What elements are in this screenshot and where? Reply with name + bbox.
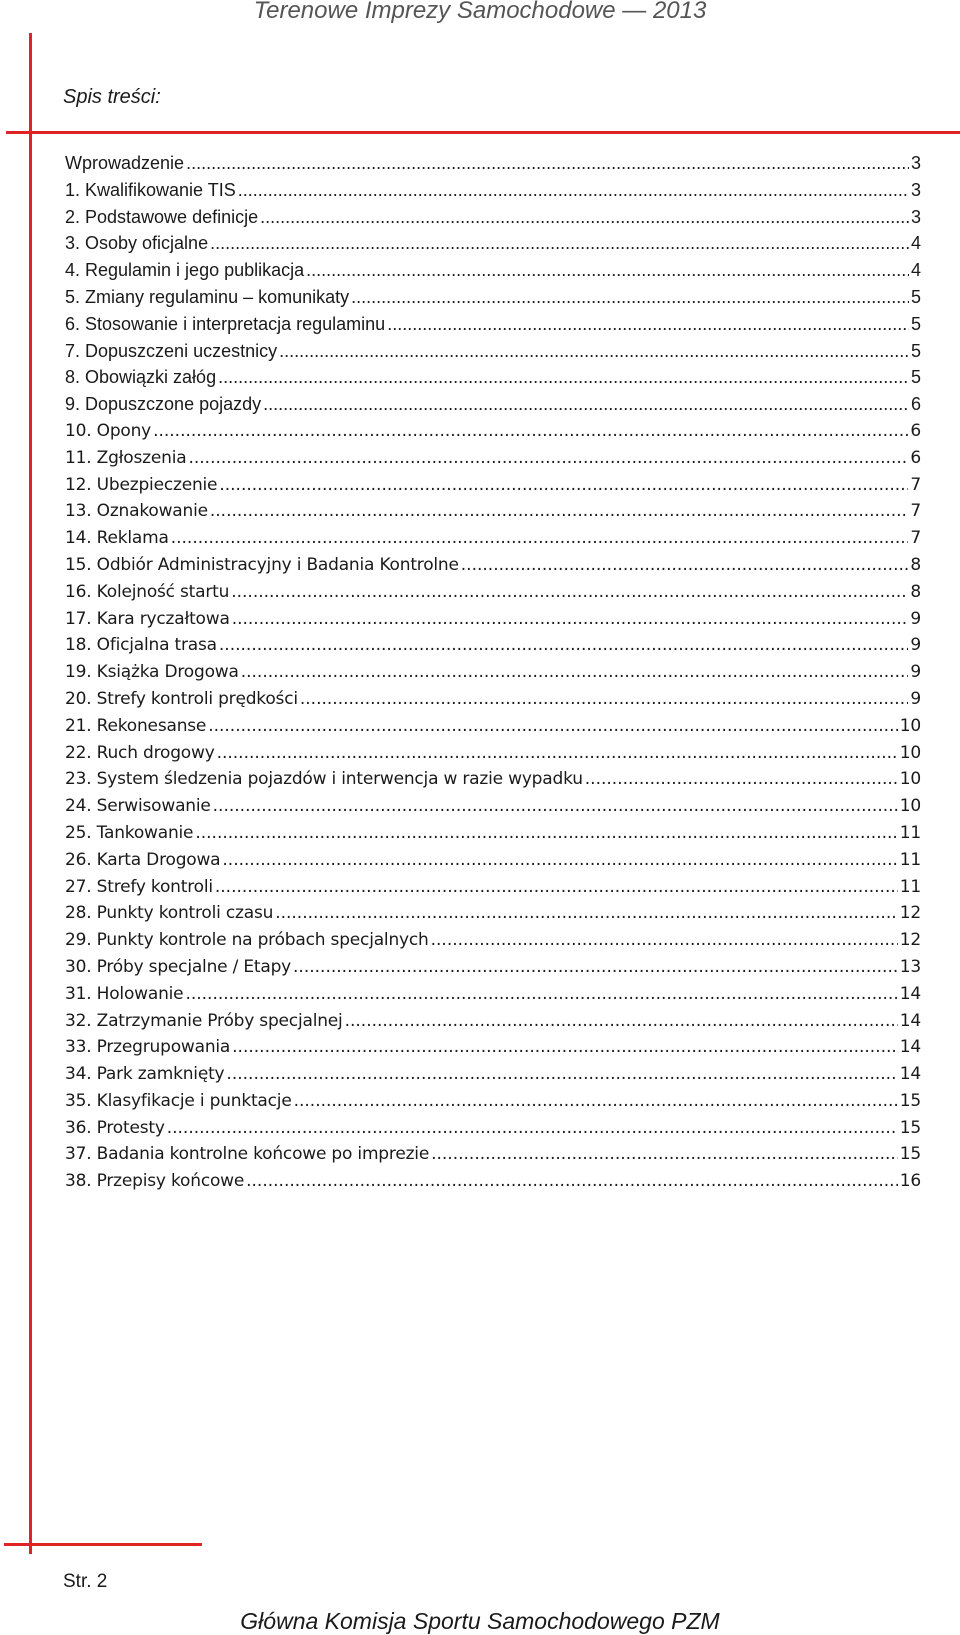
header-rule — [6, 131, 960, 134]
toc-dot-leader — [213, 793, 898, 820]
toc-entry-page: 9 — [910, 662, 921, 683]
running-footer: Główna Komisja Sportu Samochodowego PZM — [240, 1608, 720, 1634]
toc-entry-title: 11. Zgłoszenia — [65, 447, 187, 468]
toc-dot-leader — [275, 900, 898, 927]
toc-entry-title: 31. Holowanie — [65, 983, 184, 1004]
toc-heading: Spis treści: — [63, 86, 161, 108]
toc-entry-page: 5 — [910, 286, 921, 307]
toc-entry-page: 10 — [899, 742, 921, 763]
toc-entry[interactable] — [65, 1034, 921, 1061]
toc-entry-page: 9 — [910, 635, 921, 656]
running-header: Terenowe Imprezy Samochodowe — 2013 — [253, 0, 707, 24]
toc-entry[interactable] — [65, 257, 921, 284]
toc-entry[interactable] — [65, 1061, 921, 1088]
toc-entry[interactable] — [65, 820, 921, 847]
toc-entry-page: 9 — [910, 608, 921, 629]
toc-entry-page: 3 — [910, 153, 921, 173]
toc-entry[interactable] — [65, 498, 921, 525]
toc-dot-leader — [232, 1034, 898, 1061]
toc-entry-title: 22. Ruch drogowy — [65, 742, 215, 763]
toc-dot-leader — [387, 311, 909, 338]
toc-entry-title: Wprowadzenie — [65, 153, 185, 173]
toc-entry-page: 7 — [910, 501, 921, 522]
toc-entry-page: 13 — [899, 956, 921, 977]
toc-entry[interactable] — [65, 552, 921, 579]
toc-dot-leader — [351, 284, 909, 311]
toc-dot-leader — [260, 204, 909, 231]
toc-entry[interactable] — [65, 874, 921, 901]
toc-entry-page: 9 — [910, 688, 921, 709]
toc-entry[interactable] — [65, 284, 921, 311]
toc-entry-title: 24. Serwisowanie — [65, 796, 211, 817]
toc-entry[interactable] — [65, 525, 921, 552]
toc-entry[interactable] — [65, 606, 921, 633]
toc-entry-page: 14 — [899, 1037, 921, 1058]
toc-dot-leader — [306, 257, 909, 284]
toc-entry-page: 14 — [899, 1010, 921, 1031]
toc-entry-title: 7. Dopuszczeni uczestnicy — [65, 340, 278, 361]
toc-entry[interactable] — [65, 954, 921, 981]
toc-entry-title: 28. Punkty kontroli czasu — [65, 903, 274, 924]
toc-entry[interactable] — [65, 391, 921, 418]
toc-entry-page: 8 — [910, 554, 921, 575]
toc-entry-page: 4 — [910, 233, 921, 254]
toc-entry-title: 1. Kwalifikowanie TIS — [65, 179, 236, 200]
toc-entry[interactable] — [65, 311, 921, 338]
toc-entry-title: 34. Park zamknięty — [65, 1064, 225, 1085]
toc-entry-title: 13. Oznakowanie — [65, 501, 208, 522]
toc-dot-leader — [219, 632, 908, 659]
toc-entry-page: 4 — [910, 260, 921, 281]
toc-entry-title: 35. Klasyfikacje i punktacje — [65, 1090, 292, 1111]
toc-entry-title: 32. Zatrzymanie Próby specjalnej — [65, 1010, 343, 1031]
toc-dot-leader — [215, 874, 898, 901]
toc-entry-title: 36. Protesty — [65, 1117, 165, 1138]
toc-dot-leader — [231, 579, 908, 606]
toc-dot-leader — [171, 525, 909, 552]
toc-dot-leader — [210, 498, 909, 525]
toc-dot-leader — [208, 713, 898, 740]
page-number: Str. 2 — [63, 1571, 108, 1592]
toc-entry-page: 10 — [899, 796, 921, 817]
toc-dot-leader — [461, 552, 909, 579]
toc-entry-title: 29. Punkty kontrole na próbach specjalnych — [65, 930, 429, 951]
toc-entry[interactable] — [65, 1008, 921, 1035]
toc-entry-title: 2. Podstawowe definicje — [65, 206, 259, 227]
toc-entry[interactable] — [65, 927, 921, 954]
toc-dot-leader — [195, 820, 897, 847]
toc-entry[interactable] — [65, 686, 921, 713]
toc-dot-leader — [431, 927, 898, 954]
toc-entry[interactable] — [65, 847, 921, 874]
toc-entry-page: 5 — [910, 367, 921, 388]
toc-dot-leader — [294, 1088, 898, 1115]
toc-entry[interactable] — [65, 713, 921, 740]
toc-dot-leader — [186, 150, 909, 177]
toc-dot-leader — [218, 364, 909, 391]
toc-entry[interactable] — [65, 364, 921, 391]
toc-entry-title: 23. System śledzenia pojazdów i interwencja w razie wypadku — [65, 769, 583, 790]
toc-dot-leader — [279, 338, 909, 365]
toc-entry-title: 9. Dopuszczone pojazdy — [65, 394, 262, 415]
toc-entry[interactable] — [65, 418, 921, 445]
toc-entry-title: 3. Osoby oficjalne — [65, 233, 209, 254]
toc-entry-title: 30. Próby specjalne / Etapy — [65, 956, 292, 977]
toc-entry-page: 12 — [899, 930, 921, 951]
toc-entry-title: 38. Przepisy końcowe — [65, 1171, 245, 1192]
toc-dot-leader — [217, 740, 898, 767]
toc-dot-leader — [263, 391, 909, 418]
toc-entry-page: 6 — [910, 394, 921, 415]
toc-entry[interactable] — [65, 230, 921, 257]
toc-dot-leader — [188, 445, 908, 472]
toc-dot-leader — [167, 1115, 898, 1142]
toc-entry[interactable] — [65, 1141, 921, 1168]
footer-rule — [4, 1543, 202, 1546]
toc-entry-title: 16. Kolejność startu — [65, 581, 230, 602]
toc-entry-page: 3 — [910, 179, 921, 200]
toc-entry-page: 6 — [910, 447, 921, 468]
toc-entry-title: 20. Strefy kontroli prędkości — [65, 688, 298, 709]
toc-dot-leader — [300, 686, 909, 713]
margin-rule-vertical — [29, 33, 32, 1554]
toc-entry[interactable] — [65, 204, 921, 231]
toc-entry-title: 18. Oficjalna trasa — [65, 635, 217, 656]
toc-dot-leader — [246, 1168, 898, 1195]
toc-entry[interactable] — [65, 793, 921, 820]
toc-entry-page: 15 — [899, 1144, 921, 1165]
toc-dot-leader — [293, 954, 898, 981]
toc-dot-leader — [238, 177, 909, 204]
toc-dot-leader — [226, 1061, 897, 1088]
toc-entry-title: 15. Odbiór Administracyjny i Badania Kontrolne — [65, 554, 459, 575]
toc-entry[interactable] — [65, 1115, 921, 1142]
toc-entry-title: 33. Przegrupowania — [65, 1037, 231, 1058]
toc-entry-title: 21. Rekonesanse — [65, 715, 207, 736]
toc-entry[interactable] — [65, 659, 921, 686]
toc-entry-title: 17. Kara ryczałtowa — [65, 608, 230, 629]
toc-entry[interactable] — [65, 445, 921, 472]
toc-entry[interactable] — [65, 766, 921, 793]
toc-entry-page: 6 — [910, 420, 921, 441]
toc-entry-title: 25. Tankowanie — [65, 822, 194, 843]
toc-entry[interactable] — [65, 177, 921, 204]
toc-entry-page: 11 — [899, 849, 921, 870]
toc-entry-page: 15 — [899, 1117, 921, 1138]
toc-entry[interactable] — [65, 1088, 921, 1115]
toc-entry-title: 26. Karta Drogowa — [65, 849, 221, 870]
toc-entry-page: 5 — [910, 313, 921, 334]
toc-entry[interactable] — [65, 632, 921, 659]
table-of-contents — [65, 150, 921, 1195]
toc-entry-page: 7 — [910, 528, 921, 549]
toc-entry-title: 37. Badania kontrolne końcowe po imprezie — [65, 1144, 430, 1165]
toc-entry-title: 6. Stosowanie i interpretacja regulaminu — [65, 313, 386, 334]
toc-entry[interactable] — [65, 472, 921, 499]
toc-entry-page: 14 — [899, 1064, 921, 1085]
toc-entry-title: 10. Opony — [65, 420, 152, 441]
toc-dot-leader — [585, 766, 898, 793]
toc-dot-leader — [431, 1141, 898, 1168]
toc-entry-page: 8 — [910, 581, 921, 602]
toc-dot-leader — [241, 659, 909, 686]
toc-dot-leader — [222, 847, 897, 874]
toc-entry-title: 4. Regulamin i jego publikacja — [65, 260, 305, 281]
toc-entry[interactable] — [65, 579, 921, 606]
toc-entry[interactable] — [65, 981, 921, 1008]
toc-dot-leader — [232, 606, 909, 633]
toc-entry[interactable] — [65, 900, 921, 927]
toc-entry-page: 10 — [899, 715, 921, 736]
toc-dot-leader — [153, 418, 908, 445]
toc-entry-title: 19. Książka Drogowa — [65, 662, 239, 683]
toc-dot-leader — [219, 472, 908, 499]
toc-entry[interactable] — [65, 740, 921, 767]
toc-dot-leader — [345, 1008, 898, 1035]
toc-entry-title: 8. Obowiązki załóg — [65, 367, 217, 388]
toc-entry-title: 14. Reklama — [65, 528, 169, 549]
toc-entry-title: 5. Zmiany regulaminu – komunikaty — [65, 286, 350, 307]
toc-entry-page: 7 — [910, 474, 921, 495]
toc-entry-page: 12 — [899, 903, 921, 924]
toc-entry-page: 10 — [899, 769, 921, 790]
toc-dot-leader — [185, 981, 897, 1008]
toc-entry-page: 16 — [899, 1171, 921, 1192]
toc-entry-page: 11 — [899, 822, 921, 843]
toc-entry[interactable] — [65, 1168, 921, 1195]
toc-entry[interactable] — [65, 338, 921, 365]
toc-entry-page: 5 — [910, 340, 921, 361]
toc-entry-page: 11 — [899, 876, 921, 897]
toc-entry-title: 12. Ubezpieczenie — [65, 474, 218, 495]
toc-entry-title: 27. Strefy kontroli — [65, 876, 213, 897]
toc-entry[interactable] — [65, 150, 921, 177]
toc-entry-page: 15 — [899, 1090, 921, 1111]
toc-dot-leader — [210, 230, 909, 257]
toc-entry-page: 3 — [910, 206, 921, 227]
toc-entry-page: 14 — [899, 983, 921, 1004]
